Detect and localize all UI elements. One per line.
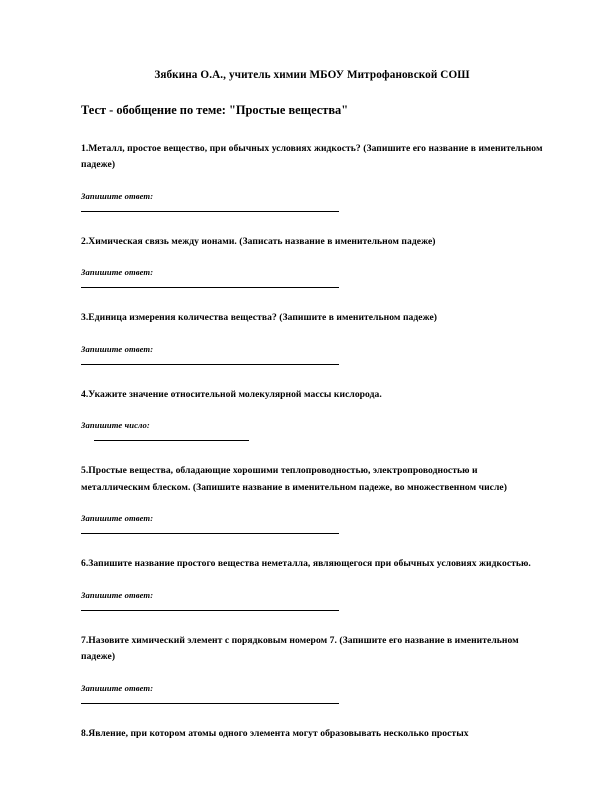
- answer-line-6[interactable]: [81, 610, 339, 611]
- answer-line-7[interactable]: [81, 703, 339, 704]
- answer-label-1: Запишите ответ:: [81, 190, 154, 201]
- answer-label-2: Запишите ответ:: [81, 267, 154, 278]
- question-text-6: 6.Запишите название простого вещества неметалла, являющегося при обычных условиях жидкостью.: [81, 558, 531, 570]
- answer-line-1[interactable]: [81, 211, 339, 212]
- question-item-7: [81, 633, 543, 704]
- answer-label-3: Запишите ответ:: [81, 343, 154, 354]
- answer-line-3[interactable]: [81, 364, 339, 365]
- answer-block-2: [81, 266, 543, 288]
- answer-block-4: [81, 419, 543, 441]
- answer-block-7: [81, 682, 543, 704]
- question-item-3: [81, 310, 543, 365]
- question-item-8: [81, 726, 543, 743]
- answer-block-5: [81, 512, 543, 534]
- question-item-1: [81, 141, 543, 212]
- question-text-7: 7.Назовите химический элемент с порядковым номером 7. (Запишите его название в именительном падеже): [81, 634, 519, 663]
- question-item-5: [81, 463, 543, 534]
- answer-label-4: Запишите число:: [81, 420, 150, 431]
- answer-block-1: [81, 190, 543, 212]
- answer-line-4[interactable]: [94, 440, 249, 441]
- document-body: [81, 68, 543, 742]
- question-item-6: [81, 556, 543, 611]
- answer-label-7: Запишите ответ:: [81, 682, 154, 693]
- answer-line-5[interactable]: [81, 533, 339, 534]
- question-text-4: 4.Укажите значение относительной молекулярной массы кислорода.: [81, 388, 382, 400]
- question-item-4: [81, 387, 543, 442]
- answer-label-6: Запишите ответ:: [81, 589, 154, 600]
- question-text-5: 5.Простые вещества, обладающие хорошими теплопроводностью, электропроводностью и металлическим блеском. (Запишите название в именительном падеже, во множественном числе): [81, 465, 507, 493]
- question-text-3: 3.Единица измерения количества вещества? (Запишите в именительном падеже): [81, 312, 438, 324]
- answer-line-2[interactable]: [81, 287, 339, 288]
- page-subtitle: Тест - обобщение по теме: "Простые вещества": [81, 103, 349, 117]
- question-text-8: 8.Явление, при котором атомы одного элемента могут образовывать несколько простых: [81, 727, 469, 739]
- answer-block-3: [81, 343, 543, 365]
- question-text-2: 2.Химическая связь между ионами. (Записать название в именительном падеже): [81, 235, 436, 247]
- page-title: Зябкина О.А., учитель химии МБОУ Митрофановской СОШ: [154, 69, 470, 81]
- question-item-2: [81, 234, 543, 289]
- answer-block-6: [81, 589, 543, 611]
- question-text-1: 1.Металл, простое вещество, при обычных условиях жидкость? (Запишите его название в именительном падеже): [81, 142, 543, 170]
- answer-label-5: Запишите ответ:: [81, 513, 154, 524]
